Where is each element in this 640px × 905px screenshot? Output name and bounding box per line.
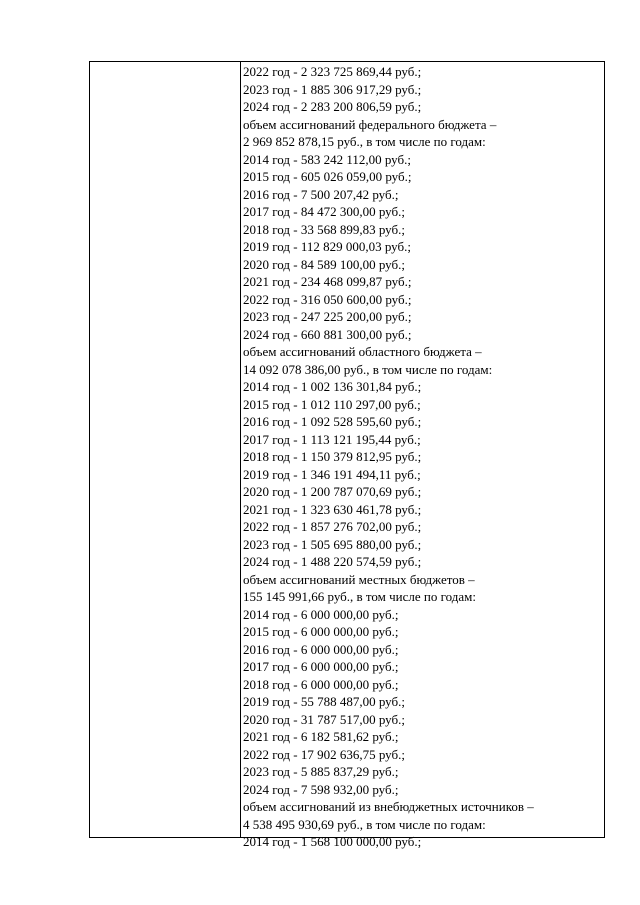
text-line: объем ассигнований местных бюджетов – (243, 571, 475, 587)
budget-table (89, 61, 605, 849)
text-line: 155 145 991,66 руб., в том числе по годам: (243, 589, 476, 604)
text-line: 2015 год - 1 012 110 297,00 руб.; (243, 396, 421, 412)
text-line: 2020 год - 31 787 517,00 руб.; (243, 711, 405, 727)
text-line: 2016 год - 6 000 000,00 руб.; (243, 641, 399, 657)
column-divider (240, 62, 241, 837)
text-line: 2024 год - 660 881 300,00 руб.; (243, 326, 412, 342)
text-line: 2018 год - 1 150 379 812,95 руб.; (243, 449, 422, 464)
text-line: 2014 год - 1 002 136 301,84 руб.; (243, 379, 422, 394)
text-line: 4 538 495 930,69 руб., в том числе по годам: (243, 816, 486, 832)
text-line: объем ассигнований федерального бюджета – (243, 116, 497, 132)
text-line: 2021 год - 1 323 630 461,78 руб.; (243, 501, 422, 517)
text-line: 2022 год - 17 902 636,75 руб.; (243, 746, 405, 762)
text-line: 2022 год - 1 857 276 702,00 руб.; (243, 519, 422, 534)
text-line: 2022 год - 316 050 600,00 руб.; (243, 291, 412, 307)
text-line: 2021 год - 6 182 581,62 руб.; (243, 729, 399, 744)
text-line: 2019 год - 1 346 191 494,11 руб.; (243, 466, 421, 482)
text-line: 2018 год - 6 000 000,00 руб.; (243, 676, 399, 692)
text-line: 2024 год - 1 488 220 574,59 руб.; (243, 554, 422, 569)
text-line: 2023 год - 247 225 200,00 руб.; (243, 309, 412, 324)
text-line: 2 969 852 878,15 руб., в том числе по годам: (243, 134, 486, 149)
text-line: 2014 год - 1 568 100 000,00 руб.; (243, 834, 422, 849)
text-line: 2019 год - 112 829 000,03 руб.; (243, 239, 411, 254)
text-line: 2017 год - 84 472 300,00 руб.; (243, 204, 405, 219)
text-line: 14 092 078 386,00 руб., в том числе по годам: (243, 361, 493, 377)
text-line: 2014 год - 583 242 112,00 руб.; (243, 151, 411, 167)
text-line: 2019 год - 55 788 487,00 руб.; (243, 694, 405, 709)
text-line: 2017 год - 1 113 121 195,44 руб.; (243, 431, 421, 447)
text-line: 2022 год - 2 323 725 869,44 руб.; (243, 64, 422, 79)
text-line: 2020 год - 84 589 100,00 руб.; (243, 256, 405, 272)
text-line: 2023 год - 1 505 695 880,00 руб.; (243, 536, 422, 552)
text-line: 2015 год - 6 000 000,00 руб.; (243, 624, 399, 639)
funding-text-cell (243, 63, 603, 851)
text-line: 2017 год - 6 000 000,00 руб.; (243, 659, 399, 674)
text-line: 2016 год - 1 092 528 595,60 руб.; (243, 414, 422, 429)
text-line: 2024 год - 7 598 932,00 руб.; (243, 781, 399, 797)
text-line: 2023 год - 1 885 306 917,29 руб.; (243, 81, 422, 97)
text-line: 2020 год - 1 200 787 070,69 руб.; (243, 484, 422, 499)
text-line: 2016 год - 7 500 207,42 руб.; (243, 186, 399, 202)
text-line: 2014 год - 6 000 000,00 руб.; (243, 606, 399, 622)
text-line: 2018 год - 33 568 899,83 руб.; (243, 221, 405, 237)
text-line: объем ассигнований из внебюджетных источников – (243, 799, 534, 814)
text-line: объем ассигнований областного бюджета – (243, 344, 482, 359)
text-line: 2021 год - 234 468 099,87 руб.; (243, 274, 412, 289)
text-line: 2015 год - 605 026 059,00 руб.; (243, 169, 412, 184)
text-line: 2023 год - 5 885 837,29 руб.; (243, 764, 399, 779)
text-line: 2024 год - 2 283 200 806,59 руб.; (243, 99, 422, 114)
